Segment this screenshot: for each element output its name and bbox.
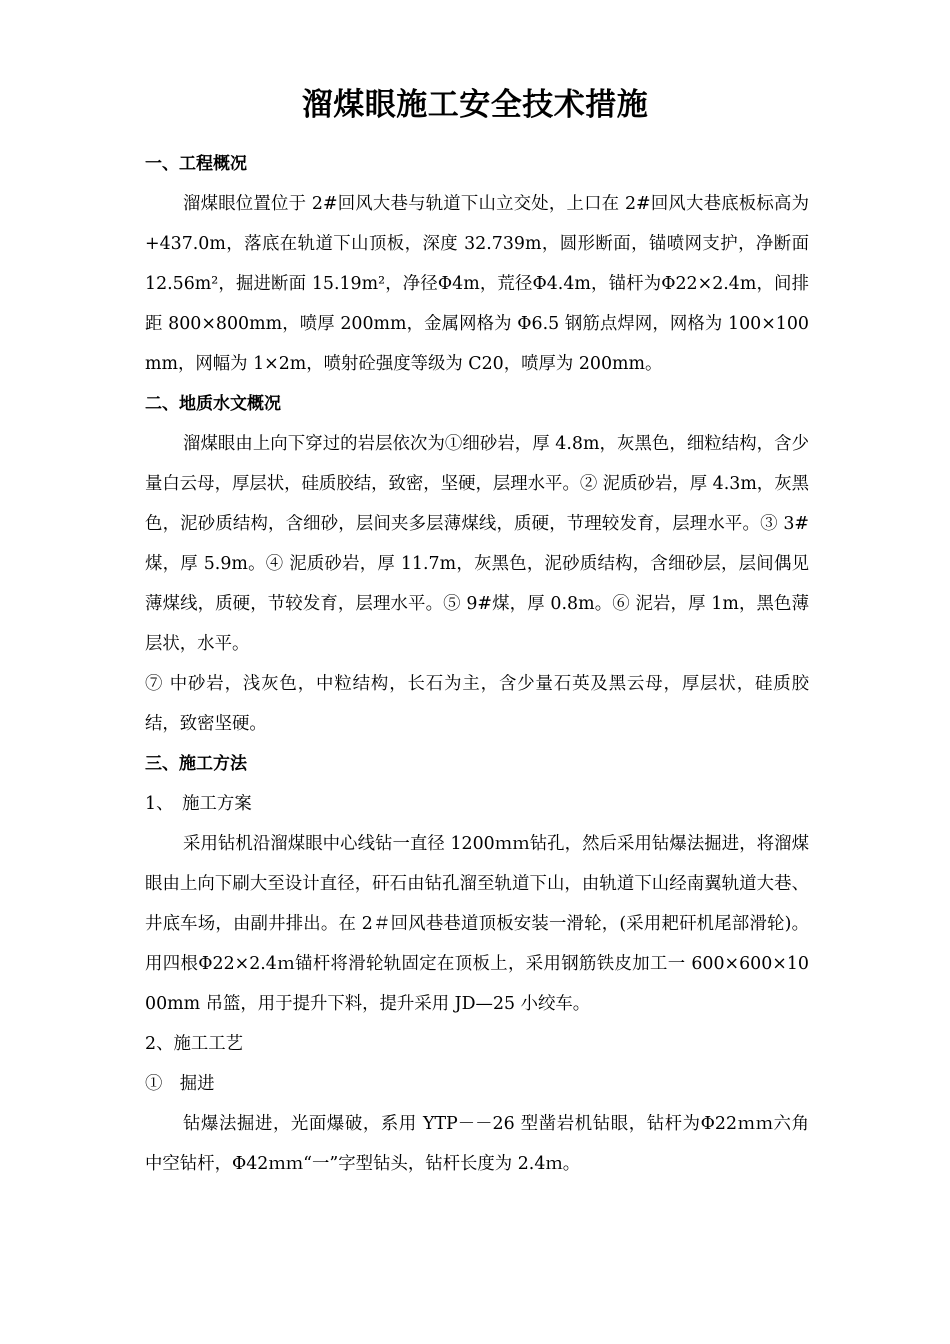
section-heading-geology: 二、地质水文概况 [145,394,281,414]
section-heading-overview: 一、工程概况 [145,154,247,174]
document-title: 溜煤眼施工安全技术措施 [301,87,649,123]
subheading-construction-process: 2、施工工艺 [145,1034,244,1054]
subheading-excavation: ① 掘进 [145,1074,215,1094]
section-heading-construction-method: 三、施工方法 [145,754,247,774]
document-body [145,144,809,1184]
paragraph-geology-strata: 溜煤眼由上向下穿过的岩层依次为①细砂岩，厚 4.8m，灰黑色，细粒结构，含少量白云母，厚层状，硅质胶结，致密，坚硬，层理水平。② 泥质砂岩，厚 4.3m，灰黑色，泥砂质结构，含细砂，层间夹多层薄煤线，质硬，节理较发育，层理水平。③ 3#煤，厚 5.9m。④ 泥质砂岩，厚 11.7m，灰黑色，泥砂质结构，含细砂层，层间偶见薄煤线，质硬，节较发育，层理水平。⑤ 9#煤，厚 0.8m。⑥ 泥岩，厚 1m，黑色薄层状，水平。 [145,434,809,654]
paragraph-geology-sandstone: ⑦ 中砂岩，浅灰色，中粒结构，长石为主，含少量石英及黑云母，厚层状，硅质胶结，致密坚硬。 [145,674,809,734]
paragraph-excavation: 钻爆法掘进，光面爆破，系用 YTP－－26 型凿岩机钻眼，钻杆为Φ22ｍｍ六角中空钻杆，Φ42ｍｍ“一”字型钻头，钻杆长度为 2.4ｍ。 [145,1114,809,1174]
paragraph-overview: 溜煤眼位置位于 2#回风大巷与轨道下山立交处，上口在 2#回风大巷底板标高为+437.0m，落底在轨道下山顶板，深度 32.739m，圆形断面，锚喷网支护，净断面 12.56m²，掘进断面 15.19m²，净径Φ4m，荒径Φ4.4m，锚杆为Φ22×2.4m，间排距 800×800mm，喷厚 200mm，金属网格为 Φ6.5 钢筋点焊网，网格为 100×100mm，网幅为 1×2m，喷射砼强度等级为 C20，喷厚为 200mm。 [145,194,809,374]
paragraph-construction-plan: 采用钻机沿溜煤眼中心线钻一直径 1200ｍｍ钻孔，然后采用钻爆法掘进，将溜煤眼由上向下刷大至设计直径，矸石由钻孔溜至轨道下山，由轨道下山经南翼轨道大巷、井底车场，由副井排出。在 2＃回风巷巷道顶板安装一滑轮，(采用耙矸机尾部滑轮)。用四根Φ22×2.4ｍ锚杆将滑轮轨固定在顶板上，采用钢筋铁皮加工一 600×600×1000mm 吊篮，用于提升下料，提升采用 JD—25 小绞车。 [145,834,809,1014]
subheading-construction-plan: 1、 施工方案 [145,794,252,814]
